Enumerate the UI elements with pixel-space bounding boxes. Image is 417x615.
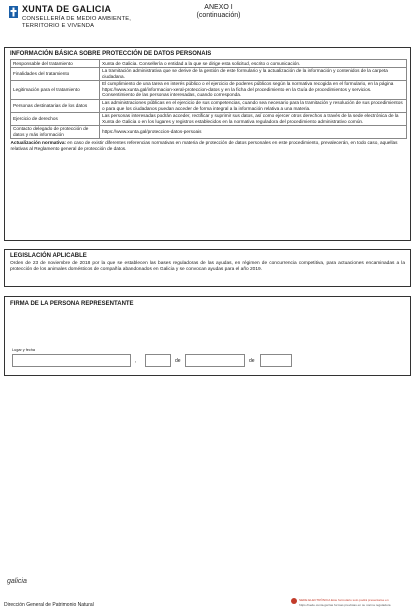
note-label: Actualización normativa: [10, 140, 66, 146]
table-row [11, 67, 407, 80]
legislation-section [4, 249, 411, 287]
table-row [11, 125, 407, 138]
legislation-title: LEGISLACIÓN APLICABLE [10, 253, 87, 259]
row-label: Finalidades del tratamiento [11, 67, 100, 80]
table-row [11, 80, 407, 99]
place-input[interactable] [12, 354, 131, 367]
row-value: El cumplimiento de una tarea en interés público o el ejercicio de poderes públicos según la normativa recogida en el formulario, en la página https://www.xunta.gal/informacion-xeral-proteccion-datos y en la ficha del procedimiento en la Guía de procedimientos y servicios. Consentimiento de las personas interesadas, cuando corresponda. [100, 80, 407, 99]
row-value: Las administraciones públicas en el ejercicio de sus competencias, cuando sea necesario para la tramitación y resolución de sus procedimientos o para que los ciudadanos puedan acceder de forma integral a la información relativa a una materia. [100, 99, 407, 112]
org-subtitle-line1: CONSELLERÍA DE MEDIO AMBIENTE, [22, 16, 132, 22]
org-subtitle-line2: TERRITORIO E VIVENDA [22, 23, 95, 29]
galicia-logo: galicia [7, 578, 27, 585]
row-label: Personas destinatarias de los datos [11, 99, 100, 112]
row-value: Las personas interesadas podrán acceder, rectificar y suprimir sus datos, así como ejercer otros derechos a través de la sede electrónica de la Xunta de Galicia o en los lugares y registros establecidos en la normativa reguladora del procedimiento administrativo común. [100, 112, 407, 125]
day-input[interactable] [145, 354, 171, 367]
year-input[interactable] [260, 354, 292, 367]
de-separator-1: de [175, 358, 181, 364]
annex-title: ANEXO I [204, 4, 233, 11]
row-label: Responsable del tratamiento [11, 60, 100, 68]
note-row [11, 139, 407, 152]
data-protection-section [4, 47, 411, 241]
row-value: Xunta de Galicia. Consellería o entidad a la que se dirige esta solicitud, escrito o comunicación. [100, 60, 407, 68]
row-label: Contacto delegado de protección de datos y más información [11, 125, 100, 138]
row-value: La tramitación administrativa que se derive de la gestión de este formulario y la actualización de la información y contenidos de la carpeta ciudadana. [100, 67, 407, 80]
signature-section [4, 296, 411, 376]
table-row [11, 60, 407, 68]
footer-seal-note-line1: SEDE ELECTRÓNICA Este formulario solo podrá presentarse en [299, 598, 389, 602]
comma-separator: , [135, 358, 137, 364]
table-row [11, 99, 407, 112]
footer-seal-note-line2: https://sede.xunta.gal las formas previstas en su norma reguladora [299, 603, 391, 607]
legislation-text: Orden de 23 de noviembre de 2018 por la que se establecen las bases reguladoras de las ayudas, en régimen de concurrencia competitiva, para actuaciones encaminadas a la protección de los animales domésticos de compañía abandonados en Galicia y se convocan ayudas para el año 2019. [10, 261, 405, 272]
sede-electronica-seal-icon [291, 598, 297, 604]
place-date-label: Lugar y fecha [12, 348, 36, 352]
row-value: https://www.xunta.gal/proteccion-datos-persoais [100, 125, 407, 138]
month-input[interactable] [185, 354, 245, 367]
org-name: XUNTA DE GALICIA [22, 4, 112, 14]
de-separator-2: de [249, 358, 255, 364]
row-label: Legitimación para el tratamiento [11, 80, 100, 99]
footer-department: Dirección General de Patrimonio Natural [4, 602, 94, 608]
data-protection-title: INFORMACIÓN BÁSICA SOBRE PROTECCIÓN DE DATOS PERSONAIS [10, 51, 212, 57]
row-label: Ejercicio de derechos [11, 112, 100, 125]
annex-subtitle: (continuación) [196, 12, 241, 19]
data-protection-table [10, 59, 407, 151]
table-row [11, 112, 407, 125]
note-text: en caso de existir diferentes referencias normativas en materia de protección de datos personales en este procedimiento, prevalecerán, en todo caso, aquellas relativas al Reglamento general de protección de datos. [10, 140, 398, 151]
signature-title: FIRMA DE LA PERSONA REPRESENTANTE [10, 301, 134, 307]
